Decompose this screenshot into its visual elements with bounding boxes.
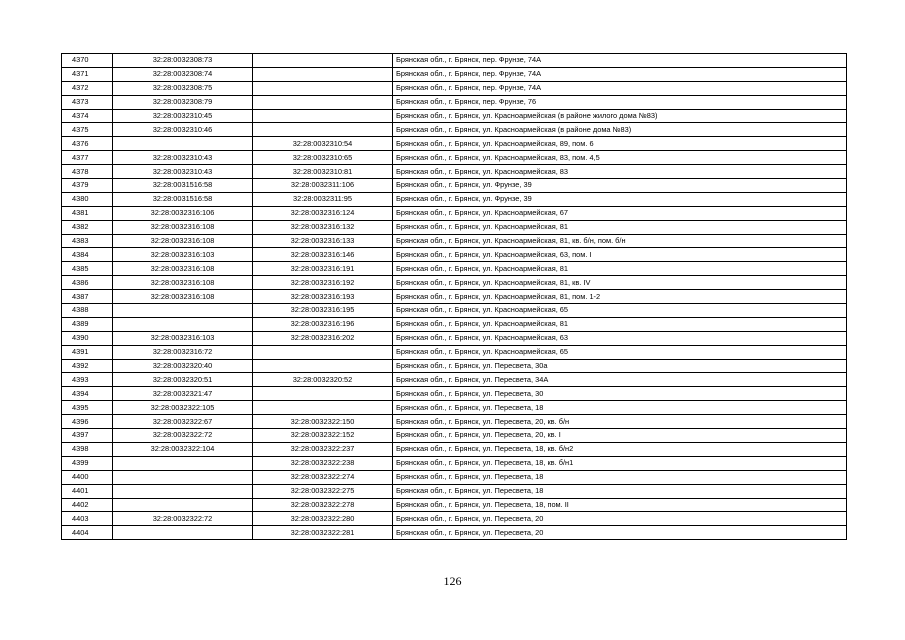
land-cadastral-number-cell (113, 526, 253, 540)
address-cell: Брянская обл., г. Брянск, ул. Пересвета, 18 (393, 470, 847, 484)
address-cell: Брянская обл., г. Брянск, ул. Красноармейская, 67 (393, 206, 847, 220)
row-number-cell: 4386 (62, 276, 113, 290)
object-cadastral-number-cell: 32:28:0032322:275 (253, 484, 393, 498)
object-cadastral-number-cell: 32:28:0032322:278 (253, 498, 393, 512)
address-cell: Брянская обл., г. Брянск, ул. Красноармейская, 81, пом. 1-2 (393, 290, 847, 304)
land-cadastral-number-cell: 32:28:0032316:72 (113, 345, 253, 359)
address-cell: Брянская обл., г. Брянск, ул. Пересвета, 30 (393, 387, 847, 401)
table-row (62, 373, 847, 387)
table-row (62, 192, 847, 206)
address-cell: Брянская обл., г. Брянск, ул. Красноармейская, 81 (393, 220, 847, 234)
land-cadastral-number-cell (113, 470, 253, 484)
object-cadastral-number-cell: 32:28:0032316:196 (253, 317, 393, 331)
table-row (62, 151, 847, 165)
table-row (62, 415, 847, 429)
address-cell: Брянская обл., г. Брянск, ул. Пересвета, 18, кв. б/н2 (393, 442, 847, 456)
land-cadastral-number-cell: 32:28:0032320:51 (113, 373, 253, 387)
object-cadastral-number-cell: 32:28:0032316:192 (253, 276, 393, 290)
object-cadastral-number-cell (253, 345, 393, 359)
address-cell: Брянская обл., г. Брянск, ул. Фрунзе, 39 (393, 192, 847, 206)
object-cadastral-number-cell (253, 387, 393, 401)
table-row (62, 54, 847, 68)
row-number-cell: 4403 (62, 512, 113, 526)
address-cell: Брянская обл., г. Брянск, ул. Пересвета, 20 (393, 526, 847, 540)
object-cadastral-number-cell: 32:28:0032311:95 (253, 192, 393, 206)
address-cell: Брянская обл., г. Брянск, ул. Пересвета, 18 (393, 401, 847, 415)
row-number-cell: 4374 (62, 109, 113, 123)
table-row (62, 220, 847, 234)
table-row (62, 484, 847, 498)
address-cell: Брянская обл., г. Брянск, ул. Пересвета, 30а (393, 359, 847, 373)
table-row (62, 498, 847, 512)
table-row (62, 290, 847, 304)
table-row (62, 317, 847, 331)
row-number-cell: 4371 (62, 67, 113, 81)
address-cell: Брянская обл., г. Брянск, ул. Пересвета, 18 (393, 484, 847, 498)
land-cadastral-number-cell (113, 317, 253, 331)
address-cell: Брянская обл., г. Брянск, ул. Пересвета, 20 (393, 512, 847, 526)
land-cadastral-number-cell: 32:28:0032322:105 (113, 401, 253, 415)
object-cadastral-number-cell: 32:28:0032322:237 (253, 442, 393, 456)
land-cadastral-number-cell: 32:28:0032316:108 (113, 234, 253, 248)
land-cadastral-number-cell: 32:28:0032322:72 (113, 429, 253, 443)
table-row (62, 442, 847, 456)
land-cadastral-number-cell: 32:28:0032308:73 (113, 54, 253, 68)
table-row (62, 345, 847, 359)
land-cadastral-number-cell: 32:28:0032316:108 (113, 290, 253, 304)
row-number-cell: 4397 (62, 429, 113, 443)
address-cell: Брянская обл., г. Брянск, ул. Красноармейская, 81, кв. б/н, пом. б/н (393, 234, 847, 248)
object-cadastral-number-cell: 32:28:0032322:152 (253, 429, 393, 443)
address-cell: Брянская обл., г. Брянск, ул. Красноармейская, 63 (393, 331, 847, 345)
address-cell: Брянская обл., г. Брянск, пер. Фрунзе, 76 (393, 95, 847, 109)
table-row (62, 387, 847, 401)
land-cadastral-number-cell: 32:28:0032321:47 (113, 387, 253, 401)
address-cell: Брянская обл., г. Брянск, ул. Пересвета, 18, пом. II (393, 498, 847, 512)
land-cadastral-number-cell: 32:28:0032308:79 (113, 95, 253, 109)
table-row (62, 95, 847, 109)
land-cadastral-number-cell: 32:28:0032310:45 (113, 109, 253, 123)
object-cadastral-number-cell: 32:28:0032316:133 (253, 234, 393, 248)
table-row (62, 165, 847, 179)
table-row (62, 429, 847, 443)
object-cadastral-number-cell (253, 123, 393, 137)
table-row (62, 234, 847, 248)
address-cell: Брянская обл., г. Брянск, ул. Красноармейская (в районе дома №83) (393, 123, 847, 137)
row-number-cell: 4396 (62, 415, 113, 429)
object-cadastral-number-cell: 32:28:0032310:81 (253, 165, 393, 179)
object-cadastral-number-cell (253, 54, 393, 68)
row-number-cell: 4388 (62, 304, 113, 318)
row-number-cell: 4385 (62, 262, 113, 276)
land-cadastral-number-cell: 32:28:0032310:43 (113, 151, 253, 165)
table-body (62, 54, 847, 540)
address-cell: Брянская обл., г. Брянск, пер. Фрунзе, 74А (393, 54, 847, 68)
table-row (62, 206, 847, 220)
row-number-cell: 4392 (62, 359, 113, 373)
row-number-cell: 4384 (62, 248, 113, 262)
row-number-cell: 4394 (62, 387, 113, 401)
table-row (62, 304, 847, 318)
land-cadastral-number-cell (113, 484, 253, 498)
land-cadastral-number-cell (113, 498, 253, 512)
land-cadastral-number-cell (113, 304, 253, 318)
row-number-cell: 4395 (62, 401, 113, 415)
land-cadastral-number-cell: 32:28:0032308:75 (113, 81, 253, 95)
address-cell: Брянская обл., г. Брянск, ул. Красноармейская, 81, кв. IV (393, 276, 847, 290)
land-cadastral-number-cell: 32:28:0032322:72 (113, 512, 253, 526)
row-number-cell: 4377 (62, 151, 113, 165)
address-cell: Брянская обл., г. Брянск, ул. Красноармейская, 81 (393, 317, 847, 331)
address-cell: Брянская обл., г. Брянск, ул. Пересвета, 20, кв. б/н (393, 415, 847, 429)
land-cadastral-number-cell: 32:28:0032316:103 (113, 248, 253, 262)
table-row (62, 470, 847, 484)
land-cadastral-number-cell: 32:28:0032322:67 (113, 415, 253, 429)
row-number-cell: 4390 (62, 331, 113, 345)
row-number-cell: 4398 (62, 442, 113, 456)
land-cadastral-number-cell: 32:28:0032316:103 (113, 331, 253, 345)
land-cadastral-number-cell: 32:28:0032316:108 (113, 220, 253, 234)
table-row (62, 262, 847, 276)
object-cadastral-number-cell: 32:28:0032322:238 (253, 456, 393, 470)
page-number: 126 (443, 574, 462, 588)
object-cadastral-number-cell (253, 109, 393, 123)
object-cadastral-number-cell: 32:28:0032322:281 (253, 526, 393, 540)
land-cadastral-number-cell: 32:28:0032316:108 (113, 262, 253, 276)
row-number-cell: 4379 (62, 179, 113, 193)
object-cadastral-number-cell (253, 81, 393, 95)
object-cadastral-number-cell: 32:28:0032316:202 (253, 331, 393, 345)
row-number-cell: 4375 (62, 123, 113, 137)
land-cadastral-number-cell: 32:28:0032316:106 (113, 206, 253, 220)
land-cadastral-number-cell: 32:28:0032310:43 (113, 165, 253, 179)
object-cadastral-number-cell (253, 95, 393, 109)
land-cadastral-number-cell: 32:28:0032308:74 (113, 67, 253, 81)
object-cadastral-number-cell: 32:28:0032320:52 (253, 373, 393, 387)
object-cadastral-number-cell: 32:28:0032316:195 (253, 304, 393, 318)
address-cell: Брянская обл., г. Брянск, ул. Красноармейская, 89, пом. 6 (393, 137, 847, 151)
address-cell: Брянская обл., г. Брянск, ул. Красноармейская, 63, пом. I (393, 248, 847, 262)
row-number-cell: 4372 (62, 81, 113, 95)
object-cadastral-number-cell: 32:28:0032316:146 (253, 248, 393, 262)
address-cell: Брянская обл., г. Брянск, ул. Красноармейская, 65 (393, 304, 847, 318)
land-cadastral-number-cell: 32:28:0031516:58 (113, 179, 253, 193)
address-cell: Брянская обл., г. Брянск, ул. Пересвета, 20, кв. I (393, 429, 847, 443)
table-row (62, 276, 847, 290)
table-row (62, 512, 847, 526)
table-row (62, 526, 847, 540)
address-cell: Брянская обл., г. Брянск, ул. Красноармейская, 65 (393, 345, 847, 359)
row-number-cell: 4382 (62, 220, 113, 234)
address-cell: Брянская обл., г. Брянск, ул. Пересвета, 34А (393, 373, 847, 387)
row-number-cell: 4376 (62, 137, 113, 151)
object-cadastral-number-cell (253, 359, 393, 373)
table-row (62, 81, 847, 95)
land-cadastral-number-cell: 32:28:0031516:58 (113, 192, 253, 206)
row-number-cell: 4393 (62, 373, 113, 387)
address-cell: Брянская обл., г. Брянск, ул. Красноармейская, 83 (393, 165, 847, 179)
object-cadastral-number-cell: 32:28:0032316:191 (253, 262, 393, 276)
table-row (62, 331, 847, 345)
row-number-cell: 4404 (62, 526, 113, 540)
land-cadastral-number-cell (113, 137, 253, 151)
address-cell: Брянская обл., г. Брянск, ул. Красноармейская, 83, пом. 4,5 (393, 151, 847, 165)
table-row (62, 109, 847, 123)
row-number-cell: 4391 (62, 345, 113, 359)
table-row (62, 123, 847, 137)
row-number-cell: 4402 (62, 498, 113, 512)
row-number-cell: 4370 (62, 54, 113, 68)
object-cadastral-number-cell: 32:28:0032322:280 (253, 512, 393, 526)
land-cadastral-number-cell: 32:28:0032310:46 (113, 123, 253, 137)
table-row (62, 137, 847, 151)
row-number-cell: 4387 (62, 290, 113, 304)
land-cadastral-number-cell: 32:28:0032320:40 (113, 359, 253, 373)
table-row (62, 179, 847, 193)
table-row (62, 401, 847, 415)
table-row (62, 67, 847, 81)
row-number-cell: 4389 (62, 317, 113, 331)
object-cadastral-number-cell (253, 401, 393, 415)
row-number-cell: 4381 (62, 206, 113, 220)
address-cell: Брянская обл., г. Брянск, пер. Фрунзе, 74А (393, 67, 847, 81)
row-number-cell: 4383 (62, 234, 113, 248)
object-cadastral-number-cell: 32:28:0032316:124 (253, 206, 393, 220)
land-cadastral-number-cell: 32:28:0032316:108 (113, 276, 253, 290)
object-cadastral-number-cell: 32:28:0032316:193 (253, 290, 393, 304)
address-cell: Брянская обл., г. Брянск, ул. Фрунзе, 39 (393, 179, 847, 193)
address-cell: Брянская обл., г. Брянск, ул. Красноармейская (в районе жилого дома №83) (393, 109, 847, 123)
land-cadastral-number-cell: 32:28:0032322:104 (113, 442, 253, 456)
address-cell: Брянская обл., г. Брянск, пер. Фрунзе, 74А (393, 81, 847, 95)
object-cadastral-number-cell: 32:28:0032311:106 (253, 179, 393, 193)
object-cadastral-number-cell: 32:28:0032310:54 (253, 137, 393, 151)
table-row (62, 359, 847, 373)
row-number-cell: 4399 (62, 456, 113, 470)
object-cadastral-number-cell (253, 67, 393, 81)
land-cadastral-number-cell (113, 456, 253, 470)
property-register-table (61, 53, 847, 540)
address-cell: Брянская обл., г. Брянск, ул. Пересвета, 18, кв. б/н1 (393, 456, 847, 470)
row-number-cell: 4378 (62, 165, 113, 179)
row-number-cell: 4380 (62, 192, 113, 206)
address-cell: Брянская обл., г. Брянск, ул. Красноармейская, 81 (393, 262, 847, 276)
row-number-cell: 4400 (62, 470, 113, 484)
object-cadastral-number-cell: 32:28:0032322:150 (253, 415, 393, 429)
row-number-cell: 4401 (62, 484, 113, 498)
table-row (62, 456, 847, 470)
object-cadastral-number-cell: 32:28:0032316:132 (253, 220, 393, 234)
row-number-cell: 4373 (62, 95, 113, 109)
object-cadastral-number-cell: 32:28:0032322:274 (253, 470, 393, 484)
table-row (62, 248, 847, 262)
object-cadastral-number-cell: 32:28:0032310:65 (253, 151, 393, 165)
